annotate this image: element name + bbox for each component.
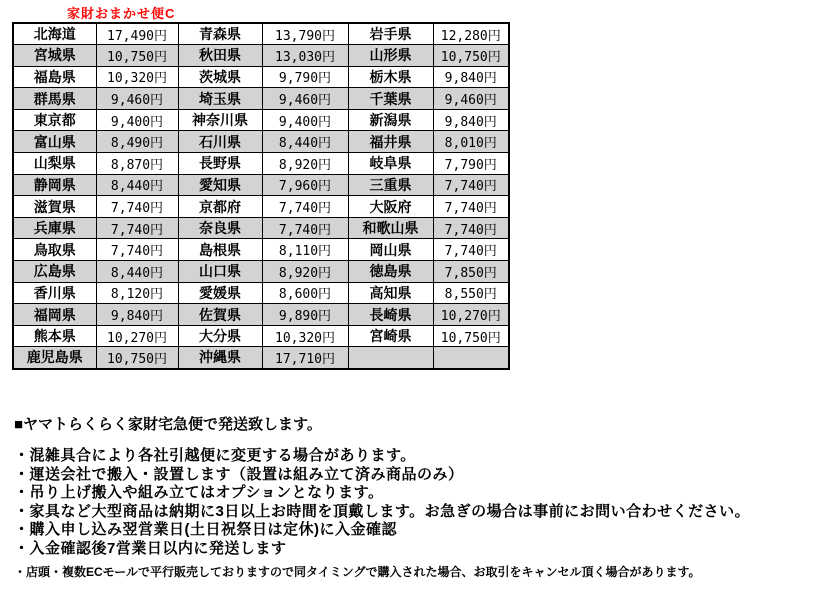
- prefecture-cell: 埼玉県: [178, 88, 262, 110]
- prefecture-cell: 福島県: [13, 66, 96, 88]
- price-cell: 8,550円: [433, 282, 509, 304]
- price-cell: 17,710円: [262, 347, 348, 369]
- prefecture-cell: 香川県: [13, 282, 96, 304]
- price-cell: 7,740円: [433, 196, 509, 218]
- prefecture-cell: 大分県: [178, 325, 262, 347]
- prefecture-cell: 島根県: [178, 239, 262, 261]
- price-cell: 8,440円: [96, 261, 178, 283]
- price-cell: 12,280円: [433, 23, 509, 45]
- prefecture-cell: 山梨県: [13, 153, 96, 175]
- price-cell: 8,870円: [96, 153, 178, 175]
- note-line: ・運送会社で搬入・設置します（設置は組み立て済み商品のみ）: [14, 465, 464, 483]
- table-row: [13, 131, 509, 153]
- prefecture-cell: 徳島県: [348, 261, 433, 283]
- note-line: ・吊り上げ搬入や組み立てはオプションとなります。: [14, 484, 384, 502]
- price-cell: 9,840円: [433, 66, 509, 88]
- price-cell: 8,920円: [262, 261, 348, 283]
- price-cell: 17,490円: [96, 23, 178, 45]
- price-cell: 7,960円: [262, 174, 348, 196]
- prefecture-cell: 宮城県: [13, 45, 96, 67]
- price-cell: 9,840円: [433, 109, 509, 131]
- price-cell: 10,750円: [433, 45, 509, 67]
- note-line: ・入金確認後7営業日以内に発送します: [14, 539, 287, 557]
- prefecture-cell: 富山県: [13, 131, 96, 153]
- prefecture-cell: 高知県: [348, 282, 433, 304]
- table-row: [13, 217, 509, 239]
- prefecture-cell: 愛知県: [178, 174, 262, 196]
- price-cell: 7,740円: [433, 239, 509, 261]
- prefecture-cell: 栃木県: [348, 66, 433, 88]
- note-line: ・混雑具合により各社引越便に変更する場合があります。: [14, 447, 416, 464]
- price-cell: 10,270円: [433, 304, 509, 326]
- prefecture-cell: 奈良県: [178, 217, 262, 239]
- prefecture-cell: 鳥取県: [13, 239, 96, 261]
- prefecture-cell: 三重県: [348, 174, 433, 196]
- table-row: [13, 282, 509, 304]
- price-cell: 8,920円: [262, 153, 348, 175]
- shipping-fee-table-body: [13, 23, 509, 369]
- price-cell: 9,400円: [262, 109, 348, 131]
- price-cell: [433, 347, 509, 369]
- prefecture-cell: 京都府: [178, 196, 262, 218]
- table-row: [13, 261, 509, 283]
- price-cell: 9,400円: [96, 109, 178, 131]
- prefecture-cell: 岐阜県: [348, 153, 433, 175]
- table-title: 家財おまかせ便C: [67, 6, 176, 21]
- price-cell: 7,740円: [262, 196, 348, 218]
- prefecture-cell: 広島県: [13, 261, 96, 283]
- prefecture-cell: 兵庫県: [13, 217, 96, 239]
- prefecture-cell: 山口県: [178, 261, 262, 283]
- price-cell: 7,740円: [433, 217, 509, 239]
- prefecture-cell: 長崎県: [348, 304, 433, 326]
- price-cell: 10,750円: [433, 325, 509, 347]
- prefecture-cell: 沖縄県: [178, 347, 262, 369]
- price-cell: 7,740円: [262, 217, 348, 239]
- price-cell: 9,460円: [433, 88, 509, 110]
- price-cell: 8,600円: [262, 282, 348, 304]
- prefecture-cell: 熊本県: [13, 325, 96, 347]
- table-row: [13, 153, 509, 175]
- table-row: [13, 325, 509, 347]
- prefecture-cell: 福岡県: [13, 304, 96, 326]
- prefecture-cell: 長野県: [178, 153, 262, 175]
- prefecture-cell: 鹿児島県: [13, 347, 96, 369]
- prefecture-cell: 青森県: [178, 23, 262, 45]
- prefecture-cell: 千葉県: [348, 88, 433, 110]
- prefecture-cell: 和歌山県: [348, 217, 433, 239]
- price-cell: 9,460円: [96, 88, 178, 110]
- prefecture-cell: 茨城県: [178, 66, 262, 88]
- price-cell: 8,440円: [262, 131, 348, 153]
- prefecture-cell: 宮崎県: [348, 325, 433, 347]
- prefecture-cell: 岡山県: [348, 239, 433, 261]
- cancellation-small-note: ・店頭・複数ECモールで平行販売しておりますので同タイミングで購入された場合、お取引をキャンセル頂く場合があります。: [14, 564, 701, 579]
- prefecture-cell: 岩手県: [348, 23, 433, 45]
- price-cell: 10,270円: [96, 325, 178, 347]
- price-cell: 13,030円: [262, 45, 348, 67]
- price-cell: 10,320円: [96, 66, 178, 88]
- note-line: ・家具など大型商品は納期に3日以上お時間を頂戴します。お急ぎの場合は事前にお問い合わせください。: [14, 502, 751, 520]
- table-row: [13, 239, 509, 261]
- prefecture-cell: 新潟県: [348, 109, 433, 131]
- prefecture-cell: 北海道: [13, 23, 96, 45]
- price-cell: 9,890円: [262, 304, 348, 326]
- prefecture-cell: 石川県: [178, 131, 262, 153]
- price-cell: 7,740円: [96, 217, 178, 239]
- price-cell: 7,850円: [433, 261, 509, 283]
- price-cell: 10,750円: [96, 347, 178, 369]
- price-cell: 10,320円: [262, 325, 348, 347]
- price-cell: 8,440円: [96, 174, 178, 196]
- shipping-fee-table: [12, 22, 510, 370]
- price-cell: 10,750円: [96, 45, 178, 67]
- table-row: [13, 174, 509, 196]
- table-row: [13, 23, 509, 45]
- table-row: [13, 304, 509, 326]
- prefecture-cell: 大阪府: [348, 196, 433, 218]
- table-row: [13, 66, 509, 88]
- prefecture-cell: 神奈川県: [178, 109, 262, 131]
- table-row: [13, 196, 509, 218]
- notes-section: [14, 413, 814, 581]
- price-cell: 7,740円: [96, 196, 178, 218]
- prefecture-cell: 福井県: [348, 131, 433, 153]
- price-cell: 8,120円: [96, 282, 178, 304]
- price-cell: 8,110円: [262, 239, 348, 261]
- price-cell: 13,790円: [262, 23, 348, 45]
- price-cell: 9,790円: [262, 66, 348, 88]
- prefecture-cell: 静岡県: [13, 174, 96, 196]
- prefecture-cell: 群馬県: [13, 88, 96, 110]
- table-row: [13, 347, 509, 369]
- price-cell: 8,490円: [96, 131, 178, 153]
- shipping-method-heading: ■ヤマトらくらく家財宅急便で発送致します。: [14, 416, 322, 433]
- prefecture-cell: 滋賀県: [13, 196, 96, 218]
- prefecture-cell: 東京都: [13, 109, 96, 131]
- table-row: [13, 45, 509, 67]
- price-cell: 9,460円: [262, 88, 348, 110]
- prefecture-cell: [348, 347, 433, 369]
- prefecture-cell: 秋田県: [178, 45, 262, 67]
- prefecture-cell: 山形県: [348, 45, 433, 67]
- price-cell: 7,740円: [433, 174, 509, 196]
- prefecture-cell: 愛媛県: [178, 282, 262, 304]
- note-line: ・購入申し込み翌営業日(土日祝祭日は定休)に入金確認: [14, 521, 397, 539]
- table-row: [13, 88, 509, 110]
- notes-list: [14, 447, 814, 559]
- price-cell: 8,010円: [433, 131, 509, 153]
- price-cell: 9,840円: [96, 304, 178, 326]
- prefecture-cell: 佐賀県: [178, 304, 262, 326]
- table-row: [13, 109, 509, 131]
- price-cell: 7,790円: [433, 153, 509, 175]
- price-cell: 7,740円: [96, 239, 178, 261]
